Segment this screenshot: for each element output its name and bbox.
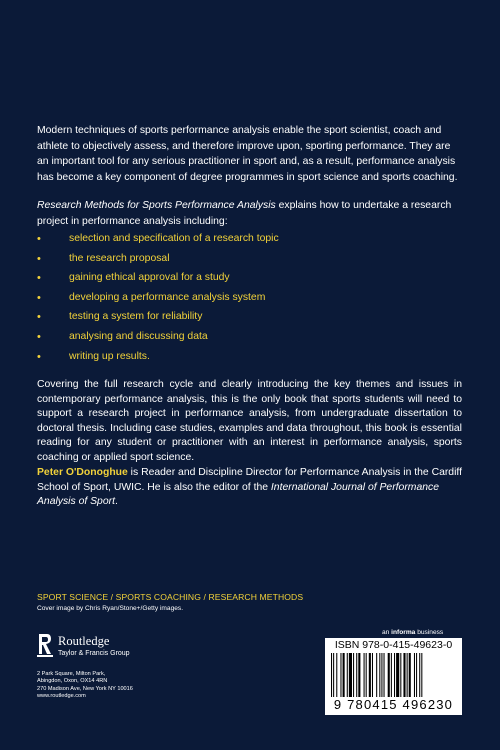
book-title: Research Methods for Sports Performance Analysis bbox=[37, 200, 276, 211]
list-item bbox=[37, 351, 462, 371]
address-line: 2 Park Square, Milton Park, bbox=[37, 671, 106, 677]
barcode-panel bbox=[325, 638, 462, 715]
author-bio-end: . bbox=[114, 496, 118, 508]
list-item-text: gaining ethical approval for a study bbox=[69, 272, 230, 284]
author-bio bbox=[37, 466, 462, 510]
list-item bbox=[37, 311, 462, 331]
list-item bbox=[37, 292, 462, 312]
list-item-text: developing a performance analysis system bbox=[69, 291, 266, 303]
publisher-group: Taylor & Francis Group bbox=[58, 650, 130, 657]
address-line: www.routledge.com bbox=[37, 693, 86, 700]
subject-categories: SPORT SCIENCE / SPORTS COACHING / RESEARCH METHODS bbox=[37, 592, 304, 602]
publisher-name: Routledge bbox=[58, 634, 110, 648]
author-bio-text: is Reader and Discipline Director for Performance Analysis in the Cardiff School of Sport, UWIC. He is also the editor of the bbox=[37, 467, 462, 493]
routledge-logo-icon bbox=[37, 632, 53, 658]
bullet-icon: • bbox=[37, 330, 41, 343]
journal-title: International Journal of Performance Analysis of Sport bbox=[37, 481, 439, 508]
informa-pre: an bbox=[382, 629, 392, 636]
informa-post: business bbox=[415, 629, 444, 636]
list-item-text: the research proposal bbox=[69, 252, 170, 264]
informa-bold: informa bbox=[391, 629, 416, 636]
bullet-icon: • bbox=[37, 311, 41, 324]
covering-paragraph: Covering the full research cycle and clearly introducing the key themes and issues in contemporary performance analysis, this is the only book that sports students will need to support a research project in performance analysis, from undergraduate dissertation to doctoral thesis. Including case studies, examples and data throughout, this book is essential reading for any student or practitioner with an interest in performance analysis, sports coaching or applied sport science. bbox=[37, 379, 462, 463]
list-item bbox=[37, 233, 462, 253]
list-item-text: analysing and discussing data bbox=[69, 330, 208, 342]
list-item bbox=[37, 253, 462, 273]
bullet-icon: • bbox=[37, 291, 41, 304]
publisher-address bbox=[37, 671, 237, 701]
explains-paragraph bbox=[37, 198, 462, 229]
cover-image-credit: Cover image by Chris Ryan/Stone+/Getty images. bbox=[37, 605, 184, 612]
bullet-icon: • bbox=[37, 233, 41, 245]
bullet-icon: • bbox=[37, 252, 41, 265]
list-item bbox=[37, 272, 462, 292]
informa-tagline bbox=[382, 629, 443, 636]
list-item-text: testing a system for reliability bbox=[69, 311, 203, 323]
topics-list bbox=[37, 233, 462, 370]
bullet-icon: • bbox=[37, 350, 41, 363]
barcode-icon bbox=[331, 653, 459, 697]
bullet-icon: • bbox=[37, 272, 41, 285]
list-item bbox=[37, 331, 462, 351]
author-name: Peter O'Donoghue bbox=[37, 467, 128, 478]
barcode-number: 9 780415 496230 bbox=[333, 697, 454, 712]
isbn-text: ISBN 978-0-415-49623-0 bbox=[334, 639, 453, 651]
explains-rest: explains how to undertake a research project in performance analysis including: bbox=[37, 200, 452, 227]
address-line: 270 Madison Ave, New York NY 10016 bbox=[37, 685, 133, 692]
list-item-text: writing up results. bbox=[69, 350, 150, 362]
address-line: Abingdon, Oxon, OX14 4RN bbox=[37, 678, 108, 685]
intro-paragraph: Modern techniques of sports performance analysis enable the sport scientist, coach and athlete to objectively assess, and therefore improve upon, sporting performance. They are an important tool for any serious practitioner in sport and, as a result, performance analysis has become a key component of degree programmes in sport science and sports coaching. bbox=[37, 125, 458, 183]
list-item-text: selection and specification of a research topic bbox=[69, 233, 279, 244]
